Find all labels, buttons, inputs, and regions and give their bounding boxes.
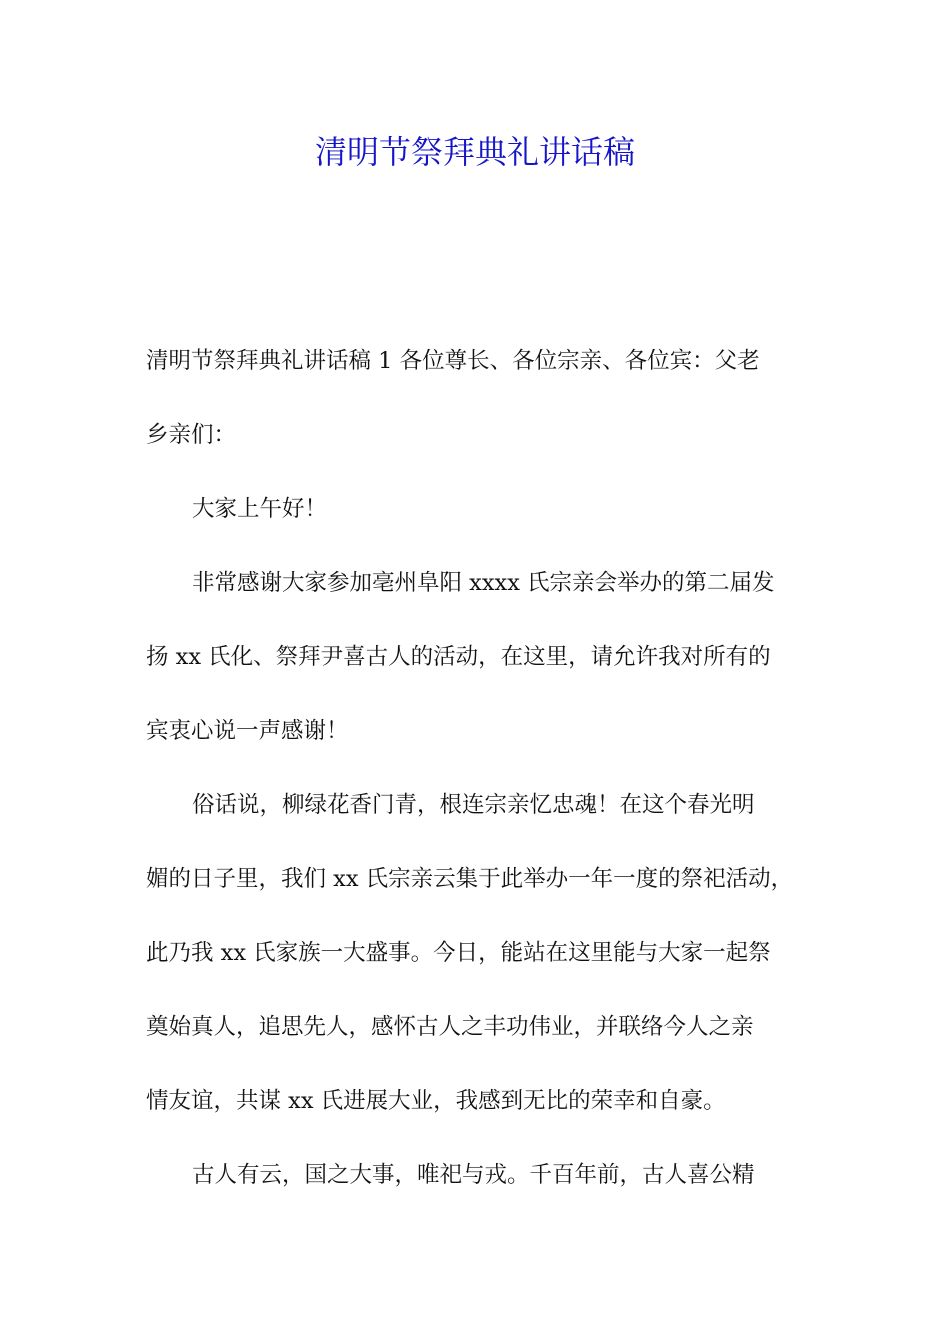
text-line: 宾衷心说一声感谢！ (146, 718, 349, 744)
text-line: 大家上午好！ (192, 496, 328, 522)
text-line: 媚的日子里，我们 xx 氏宗亲云集于此举办一年一度的祭祀活动， (146, 866, 794, 892)
document-body (146, 324, 808, 1212)
text-line: 此乃我 xx 氏家族一大盛事。今日，能站在这里能与大家一起祭 (146, 940, 771, 966)
text-line: 乡亲们： (146, 422, 237, 448)
document-title: 清明节祭拜典礼讲话稿 (314, 133, 635, 171)
text-line: 清明节祭拜典礼讲话稿 1 各位尊长、各位宗亲、各位宾：父老 (146, 348, 760, 374)
text-line: 古人有云，国之大事，唯祀与戎。千百年前，古人喜公精 (192, 1162, 755, 1188)
text-line: 非常感谢大家参加亳州阜阳 xxxx 氏宗亲会举办的第二届发 (192, 570, 775, 596)
text-line: 奠始真人，追思先人，感怀古人之丰功伟业，并联络今人之亲 (146, 1014, 754, 1040)
text-line: 情友谊，共谋 xx 氏进展大业，我感到无比的荣幸和自豪。 (146, 1088, 726, 1114)
text-line: 扬 xx 氏化、祭拜尹喜古人的活动，在这里，请允许我对所有的 (146, 644, 771, 670)
text-line: 俗话说，柳绿花香门青，根连宗亲忆忠魂！在这个春光明 (192, 792, 755, 818)
